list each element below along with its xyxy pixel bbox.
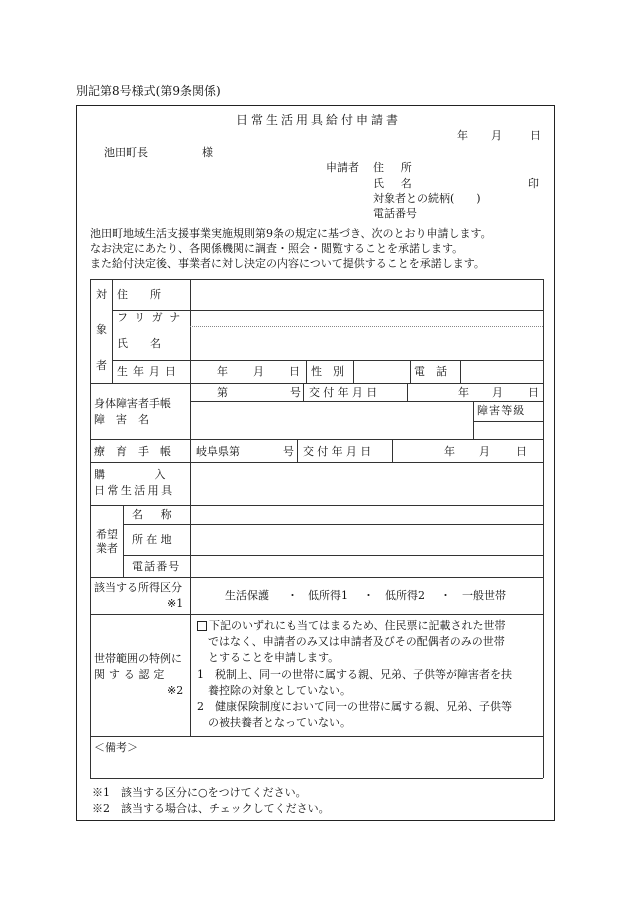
- income-label: 該当する所得区分: [94, 581, 182, 594]
- subject-name-label: 氏 名: [117, 337, 161, 350]
- household-line: とすることを申請します。: [197, 651, 340, 664]
- household-checkbox[interactable]: [197, 621, 207, 631]
- disability-number-prefix: 第: [217, 386, 228, 399]
- equipment-label-2: 日常生活用具: [94, 484, 175, 497]
- intro-line: また給付決定後、事業者に対し決定の内容について提供することを承諾します。: [90, 257, 485, 270]
- income-separator: ・: [440, 589, 451, 602]
- birth-year: 年: [217, 365, 228, 378]
- income-separator: ・: [287, 589, 298, 602]
- vendor-group-2: 業者: [96, 542, 118, 555]
- recipient-honorific: 様: [202, 146, 213, 159]
- income-separator: ・: [363, 589, 374, 602]
- household-line: [197, 620, 506, 631]
- intro-line: なお決定にあたり、各関係機関に調査・照会・閲覧することを承諾します。: [90, 242, 464, 255]
- ryoiku-issue-label: 交付年月日: [303, 445, 375, 458]
- date-month: 月: [491, 129, 502, 142]
- vendor-group-1: 希望: [96, 528, 118, 541]
- ryoiku-issue-year: 年: [444, 445, 455, 458]
- birth-month: 月: [253, 365, 264, 378]
- subject-furigana-label: フリガナ: [117, 311, 187, 324]
- disability-issue-day: 日: [528, 386, 539, 399]
- income-option[interactable]: 生活保護: [225, 589, 269, 602]
- applicant-label: 申請者: [326, 161, 359, 174]
- disability-issue-year: 年: [458, 386, 469, 399]
- household-label-2: 関する認定: [94, 668, 169, 681]
- seal-mark: 印: [528, 177, 539, 190]
- household-note: ※2: [167, 684, 184, 697]
- vendor-location-label: 所在地: [132, 533, 175, 546]
- disability-name-label: 障 害 名: [94, 413, 149, 426]
- ryoiku-issue-day: 日: [516, 445, 527, 458]
- intro-line: 池田町地域生活支援事業実施規則第9条の規定に基づき、次のとおり申請します。: [90, 227, 492, 240]
- subject-group-char: 象: [96, 323, 107, 336]
- applicant-address-label: 住 所: [373, 161, 419, 174]
- household-label-1: 世帯範囲の特例に: [94, 652, 182, 665]
- household-line-text: 下記のいずれにも当てはまるため、住民票に記載された世帯: [209, 619, 506, 632]
- household-line: 養控除の対象としていない。: [197, 684, 351, 697]
- remarks-label: ＜備考＞: [94, 741, 138, 754]
- application-form: [76, 105, 555, 821]
- income-option[interactable]: 一般世帯: [462, 589, 506, 602]
- equipment-label-1: 購入: [94, 468, 215, 481]
- household-line: の被扶養者となっていない。: [197, 716, 351, 729]
- recipient-name: 池田町長: [104, 146, 148, 159]
- vendor-name-label: 名 称: [132, 508, 175, 521]
- subject-phone-label: 電 話: [414, 365, 447, 378]
- applicant-name-label: 氏 名: [373, 177, 419, 190]
- disability-number-suffix: 号: [290, 386, 301, 399]
- footnote: ※2 該当する場合は、チェックしてください。: [92, 802, 330, 815]
- subject-address-label: 住 所: [117, 288, 161, 301]
- household-line: 2 健康保険制度において同一の世帯に属する親、兄弟、子供等: [197, 700, 512, 713]
- income-note: ※1: [167, 597, 184, 610]
- household-line: 1 税制上、同一の世帯に属する親、兄弟、子供等が障害者を扶: [197, 668, 512, 681]
- subject-birth-label: 生年月日: [117, 365, 181, 378]
- income-option[interactable]: 低所得2: [385, 589, 425, 602]
- ryoiku-prefix: 岐阜県第: [196, 445, 240, 458]
- household-line: ではなく、申請者のみ又は申請者及びその配偶者のみの世帯: [197, 635, 505, 648]
- subject-group-char: 対: [96, 288, 107, 301]
- birth-day: 日: [289, 365, 300, 378]
- date-day: 日: [530, 129, 541, 142]
- ryoiku-issue-month: 月: [479, 445, 490, 458]
- disability-issue-label: 交付年月日: [309, 386, 381, 399]
- income-option[interactable]: 低所得1: [308, 589, 348, 602]
- disability-issue-month: 月: [492, 386, 503, 399]
- date-year: 年: [457, 129, 468, 142]
- vendor-phone-label: 電話番号: [132, 560, 181, 573]
- disability-grade-label: 障害等級: [477, 404, 526, 417]
- applicant-relation-label: 対象者との続柄( ): [373, 192, 481, 205]
- disability-cert-label: 身体障害者手帳: [94, 397, 171, 410]
- subject-sex-label: 性 別: [311, 365, 344, 378]
- subject-group-char: 者: [96, 359, 107, 372]
- applicant-phone-label: 電話番号: [373, 207, 417, 220]
- ryoiku-label: 療 育 手 帳: [94, 445, 171, 458]
- footnote: ※1 該当する区分に○をつけてください。: [92, 786, 307, 799]
- form-code: 別記第8号様式(第9条関係): [76, 84, 221, 98]
- form-title: 日常生活用具給付申請書: [236, 113, 402, 127]
- ryoiku-suffix: 号: [283, 445, 294, 458]
